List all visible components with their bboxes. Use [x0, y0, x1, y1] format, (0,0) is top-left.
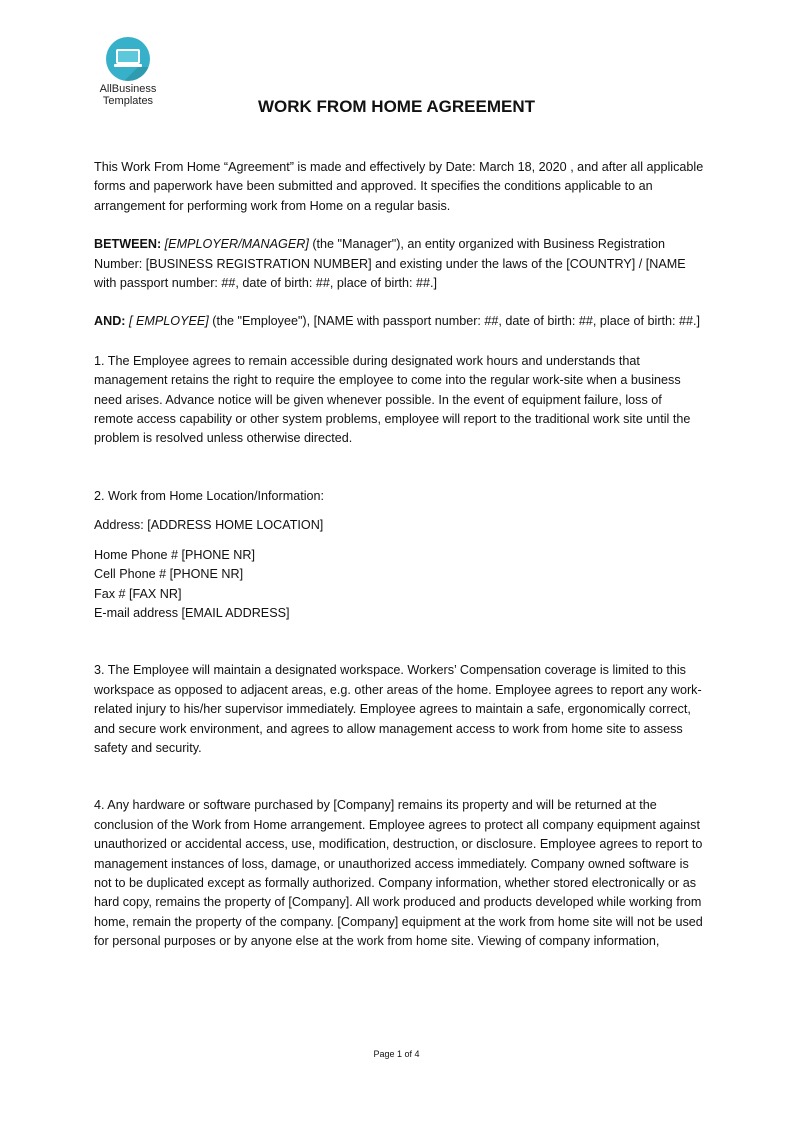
logo-line2: Templates	[102, 95, 154, 107]
monitor-icon	[106, 37, 150, 81]
contact-block	[94, 546, 704, 624]
address-line: Address: [ADDRESS HOME LOCATION]	[94, 518, 324, 533]
and-party: [ EMPLOYEE]	[128, 314, 209, 329]
and-label: AND:	[94, 314, 126, 329]
and-paragraph	[94, 312, 704, 331]
email-line: E-mail address [EMAIL ADDRESS]	[94, 605, 290, 620]
home-phone-line: Home Phone # [PHONE NR]	[94, 547, 255, 562]
between-text: (the "Manager"), an entity organized with Business Registration Number: [BUSINESS REGISTRATION NUMBER] and existing under the laws of the [COUNTRY] / [NAME with passport number: ##, date of birth: ##, place of birth: ##.]	[94, 237, 686, 291]
cell-phone-line: Cell Phone # [PHONE NR]	[94, 567, 244, 582]
section-1: 1. The Employee agrees to remain accessible during designated work hours and understands that management retains the right to require the employee to come into the regular work-site when a business need arises. Advance notice will be given whenever possible. In the event of equipment failure, loss of remote access capability or other system problems, employee will report to the traditional work site until the problem is resolved unless otherwise directed.	[94, 353, 691, 446]
logo-line1: AllBusiness	[99, 83, 157, 95]
page-footer: Page 1 of 4	[373, 1049, 420, 1059]
fax-line: Fax # [FAX NR]	[94, 586, 182, 601]
section-3: 3. The Employee will maintain a designated workspace. Workers’ Compensation coverage is limited to this workspace as opposed to adjacent areas, e.g. other areas of the home. Employee agrees to report any work-related injury to his/her supervisor immediately. Employee agrees to maintain a safe, ergonomically correct, and secure work environment, and agrees to allow management access to work from home site to assess safety and security.	[94, 663, 702, 755]
between-paragraph	[94, 235, 704, 293]
intro-paragraph: This Work From Home “Agreement” is made and effectively by Date: March 18, 2020 , and after all applicable forms and paperwork have been submitted and approved. It specifies the conditions applicable to an arrangement for performing work from Home on a regular basis.	[94, 160, 704, 213]
section-4: 4. Any hardware or software purchased by [Company] remains its property and will be returned at the conclusion of the Work from Home arrangement. Employee agrees to protect all company equipment against unauthorized or accidental access, use, modification, destruction, or disclosure. Employee agrees to report to management instances of loss, damage, or unauthorized access immediately. Company owned software is not to be duplicated except as formally authorized. Company information, whether stored electronically or as hard copy, remains the property of [Company]. All work produced and products developed while working from home, remain the property of the company. [Company] equipment at the work from home site will not be used for personal purposes or by anyone else at the work from home site. Viewing of company information,	[94, 798, 703, 949]
document-title: WORK FROM HOME AGREEMENT	[257, 97, 536, 116]
and-text: (the "Employee"), [NAME with passport number: ##, date of birth: ##, place of birth: ##.]	[208, 314, 701, 329]
document-body	[94, 158, 704, 952]
section-2-heading: 2. Work from Home Location/Information:	[94, 488, 325, 503]
between-label: BETWEEN:	[94, 237, 162, 252]
between-party: [EMPLOYER/MANAGER]	[164, 237, 309, 252]
